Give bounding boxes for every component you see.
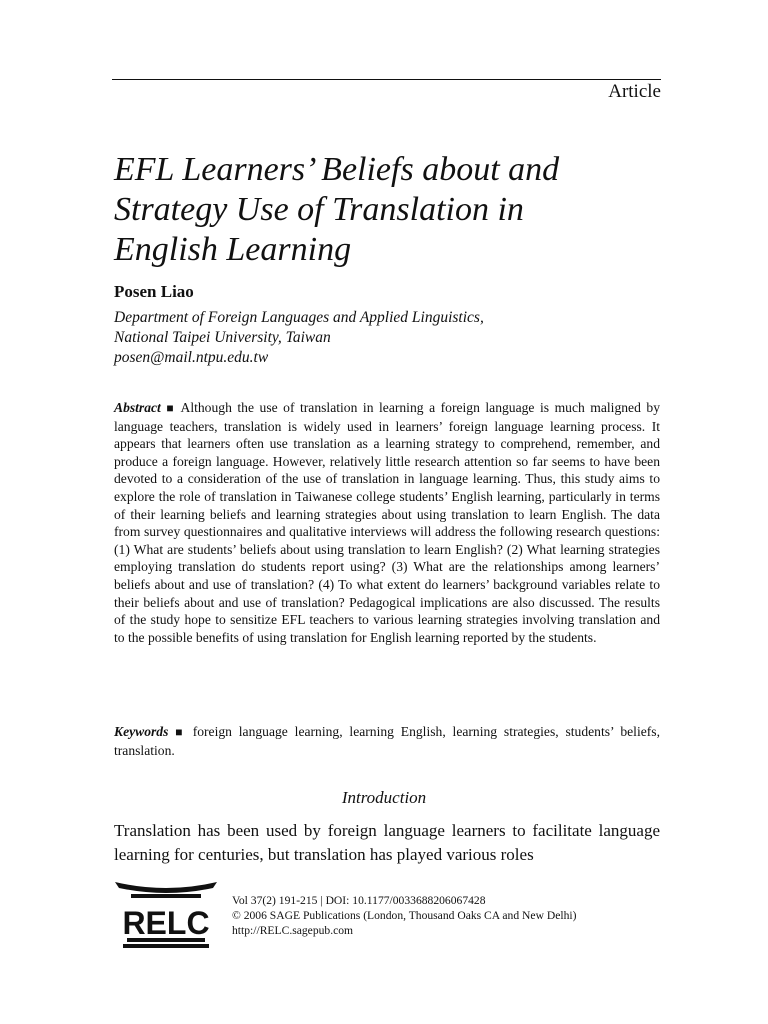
- square-bullet-icon: ■: [166, 401, 176, 415]
- author-email: posen@mail.ntpu.edu.tw: [114, 349, 269, 366]
- top-rule: [112, 79, 661, 80]
- keywords-label: Keywords: [114, 724, 169, 739]
- affiliation-university: National Taipei University, Taiwan: [114, 329, 331, 346]
- article-title: [114, 150, 674, 270]
- affiliation-department: Department of Foreign Languages and Applied Linguistics,: [114, 309, 484, 326]
- author-name: Posen Liao: [114, 282, 194, 301]
- article-type-label: Article: [608, 81, 661, 102]
- abstract-text: Although the use of translation in learning a foreign language is much maligned by language teachers, translation is widely used in learners’ foreign language learning process. It appears that learners often use translation as a learning strategy to comprehend, remember, and produce a foreign language. However, relatively little research attention so far seems to have been devoted to a consideration of the use of translation in language learning. Thus, this study aims to explore the role of translation in Taiwanese college students’ English learning, particularly in terms of their learning beliefs and learning strategies about using translation to learn English. The data from survey questionnaires and qualitative interviews will address the following research questions: (1) What are students’ beliefs about using translation to learn English? (2) What learning strategies employing translation do students report using? (3) What are the relationships among learners’ beliefs about and use of translation? (4) To what extent do learners’ background variables relate to their beliefs about and use of translation? Pedagogical implications are also discussed. The results of the study hope to sensitize EFL teachers to various learning strategies involving translation and to the possible benefits of using translation for English learning reported by the students.: [114, 400, 660, 645]
- introduction-text: Translation has been used by foreign language learners to facilitate language learning for centuries, but translation has played various roles: [114, 821, 660, 864]
- keywords: [114, 723, 660, 759]
- svg-text:RELC: RELC: [122, 905, 210, 941]
- abstract: [114, 399, 660, 646]
- journal-url: http://RELC.sagepub.com: [232, 924, 354, 937]
- title-line: Strategy Use of Translation in: [114, 191, 524, 228]
- keywords-text: foreign language learning, learning English, learning strategies, students’ beliefs, translation.: [114, 724, 660, 758]
- square-bullet-icon: ■: [175, 725, 186, 739]
- copyright-line: © 2006 SAGE Publications (London, Thousand Oaks CA and New Delhi): [232, 909, 577, 922]
- title-line: EFL Learners’ Beliefs about and: [114, 151, 560, 188]
- author-affiliation: [114, 308, 484, 368]
- citation-line: Vol 37(2) 191-215 | DOI: 10.1177/0033688206067428: [232, 894, 486, 907]
- relc-logo: [113, 878, 219, 950]
- abstract-label: Abstract: [114, 400, 161, 415]
- publication-info: [232, 893, 576, 938]
- title-line: English Learning: [114, 231, 352, 268]
- section-heading-introduction: Introduction: [341, 788, 427, 807]
- relc-logo-icon: [113, 878, 219, 950]
